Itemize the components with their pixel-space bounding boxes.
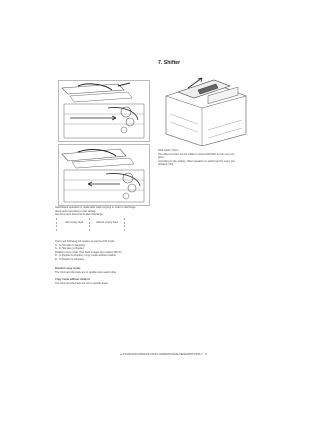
- sequence-digit: 1: [55, 228, 58, 232]
- figure-duplex-path-2: [58, 144, 150, 206]
- norotation-heading: Copy mode without rotation:: [55, 278, 91, 281]
- sequence-digit: 3: [123, 221, 126, 225]
- shifter-text: (Default: ON): [158, 163, 174, 167]
- label-with-empty-feed: with empty feed: [65, 221, 84, 224]
- para1-line: documents according to the setting.: [55, 209, 96, 213]
- sequence-diagram: [55, 218, 155, 234]
- para2-line: There are following job modes as well as D-D mode.: [55, 240, 116, 243]
- sequence-digit: 2: [88, 218, 91, 221]
- sequence-digit: 2: [123, 218, 126, 221]
- sequence-digit: 3: [55, 221, 58, 225]
- para2-line: D - S (Duplex to Simplex): [55, 257, 85, 261]
- label-without-empty-feed: without empty feed: [96, 221, 118, 224]
- rotation-text: The front and the back are in upside down each other.: [55, 270, 118, 274]
- shifter-text: According to the setting, offset operation is performed for every job.: [158, 159, 236, 163]
- para2-line: S - D (Simplex to Duplex): [55, 247, 85, 251]
- sequence-digit: 4: [88, 225, 91, 228]
- shifter-text: The offset function by the shifter is turned ON/OFF by the user pro-: [158, 152, 235, 156]
- figure-duplex-path-1: [58, 80, 150, 142]
- sequence-digit: 1: [88, 228, 91, 232]
- sequence-digit: 3: [88, 221, 91, 225]
- sequence-digit: 4: [55, 225, 58, 228]
- para2-line: S - S (Simplex to Simplex): [55, 243, 86, 247]
- section-title: 7. Shifter: [158, 60, 181, 66]
- sequence-digit: 4: [123, 225, 126, 228]
- para1-line: Switchback operation is made after back copying in order to discharge: [55, 206, 136, 209]
- para2-line: Rotation copy mode (The back images are rotated 180°C.): [55, 250, 123, 254]
- para2-line: D - S (Duplex to Duplex): Copy mode without rotation: [55, 254, 117, 258]
- shifter-text: Shift width: 2.5cm: [158, 149, 179, 152]
- page-footer: e-STUDIO160/160G/151/151G OPERATIONAL DESCRIPTIONS 7 - 6: [120, 352, 207, 356]
- norotation-text: The front and the back are not in upside down.: [55, 281, 109, 285]
- para1-line: Set document Documents after discharge.: [55, 213, 104, 217]
- sequence-digit: 2: [55, 218, 58, 221]
- rotation-heading: Rotation copy mode:: [55, 267, 81, 270]
- sequence-digit: 1: [123, 228, 126, 232]
- figure-shifter: [158, 74, 250, 146]
- shifter-text: gram.: [158, 156, 165, 160]
